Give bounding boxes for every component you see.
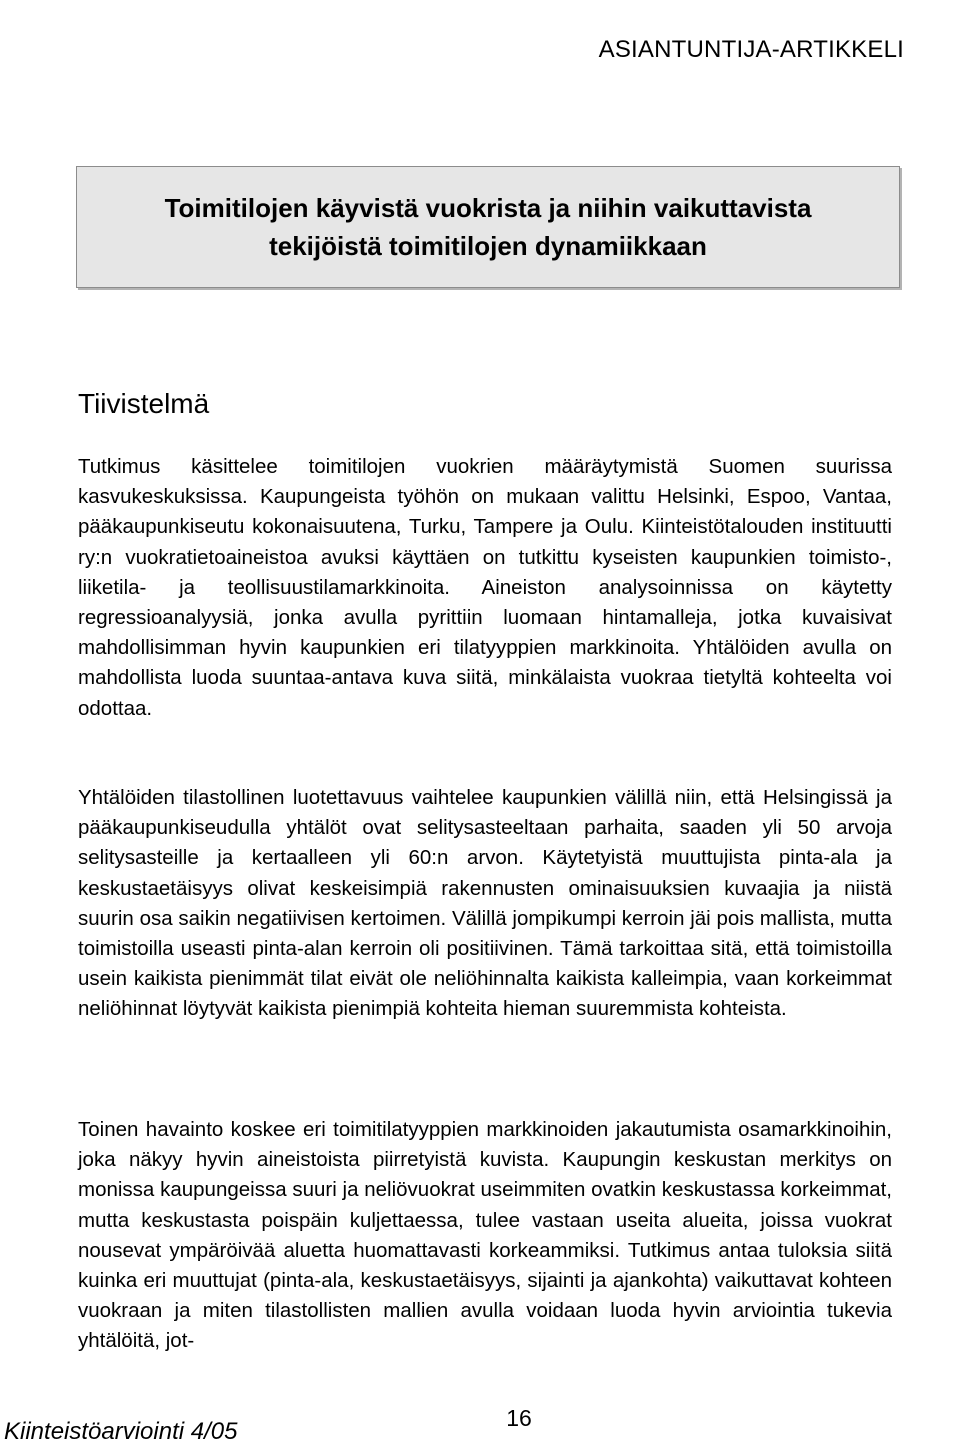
page-number: 16 [506, 1405, 532, 1431]
abstract-paragraph-2: Yhtälöiden tilastollinen luotettavuus vaihtelee kaupunkien välillä niin, että Helsingissä ja pääkaupunkiseudulla yhtälöt ovat selitysasteeltaan parhaita, saaden yli 50 arvoja selitysasteille ja kertaalleen yli 60:n arvon. Käytetyistä muuttujista pinta-ala ja keskustaetäisyys olivat keskeisimpiä rakennusten ominaisuuksien kuvaajia ja niistä suurin osa saikin negatiivisen kertoimen. Välillä jompikumpi kerroin jäi pois mallista, mutta toimistoilla useasti pinta-alan kerroin oli positiivinen. Tämä tarkoittaa sitä, että toimistoilla usein kaikista pienimmät tilat eivät ole neliöhinnalta kaikista kalleimpia, vaan korkeimmat neliöhinnat löytyvät kaikista pienimpiä kohteita hieman suuremmista kohteista. [78, 786, 892, 1021]
abstract-paragraph-1: Tutkimus käsittelee toimitilojen vuokrien määräytymistä Suomen suurissa kasvukeskuksissa. Kaupungeista työhön on mukaan valittu Helsinki, Espoo, Vantaa, pääkaupunkiseutu kokonaisuutena, Turku, Tampere ja Oulu. Kiinteistötalouden instituutti ry:n vuokratietoaineistoa avuksi käyttäen on tutkittu kyseisten kaupunkien toimisto-, liiketila- ja teollisuustilamarkkinoita. Aineiston analysoinnissa on käytetty regressioanalyysiä, jonka avulla pyrittiin luomaan hintamalleja, jotka kuvaisivat mahdollisimman hyvin kaupunkien eri tilatyyppien markkinoita. Yhtälöiden avulla on mahdollista luoda suuntaa-antava kuva siitä, minkälaista vuokraa tietyltä kohteelta voi odottaa. [78, 455, 892, 720]
abstract-paragraph-3: Toinen havainto koskee eri toimitilatyyppien markkinoiden jakautumista osamarkkinoihin, joka näkyy hyvin aineistoista piirretyistä kuvista. Kaupungin keskustan merkitys on monissa kaupungeissa suuri ja neliövuokrat useimmiten ovatkin keskustassa korkeimmat, mutta keskustasta poispäin kuljettaessa, tulee vastaan useita alueita, joissa vuokrat nousevat ympäröivää aluetta huomattavasti korkeammiksi. Tutkimus antaa tuloksia siitä kuinka eri muuttujat (pinta-ala, keskustaetäisyys, sijainti ja ajankohta) vaikuttavat kohteen vuokraan ja miten tilastollisten mallien avulla voidaan luoda hyvin arviointia tukevia yhtälöitä, jot- [78, 1118, 892, 1353]
article-title-line-1: Toimitilojen käyvistä vuokrista ja niihin vaikuttavista [164, 193, 812, 223]
article-title [165, 189, 812, 265]
article-title-line-2: tekijöistä toimitilojen dynamiikkaan [269, 231, 707, 261]
running-header: ASIANTUNTIJA-ARTIKKELI [598, 36, 904, 63]
abstract-heading: Tiivistelmä [78, 388, 210, 419]
article-title-box [76, 166, 900, 288]
publication-footer: Kiinteistöarviointi 4/05 [4, 1418, 238, 1445]
